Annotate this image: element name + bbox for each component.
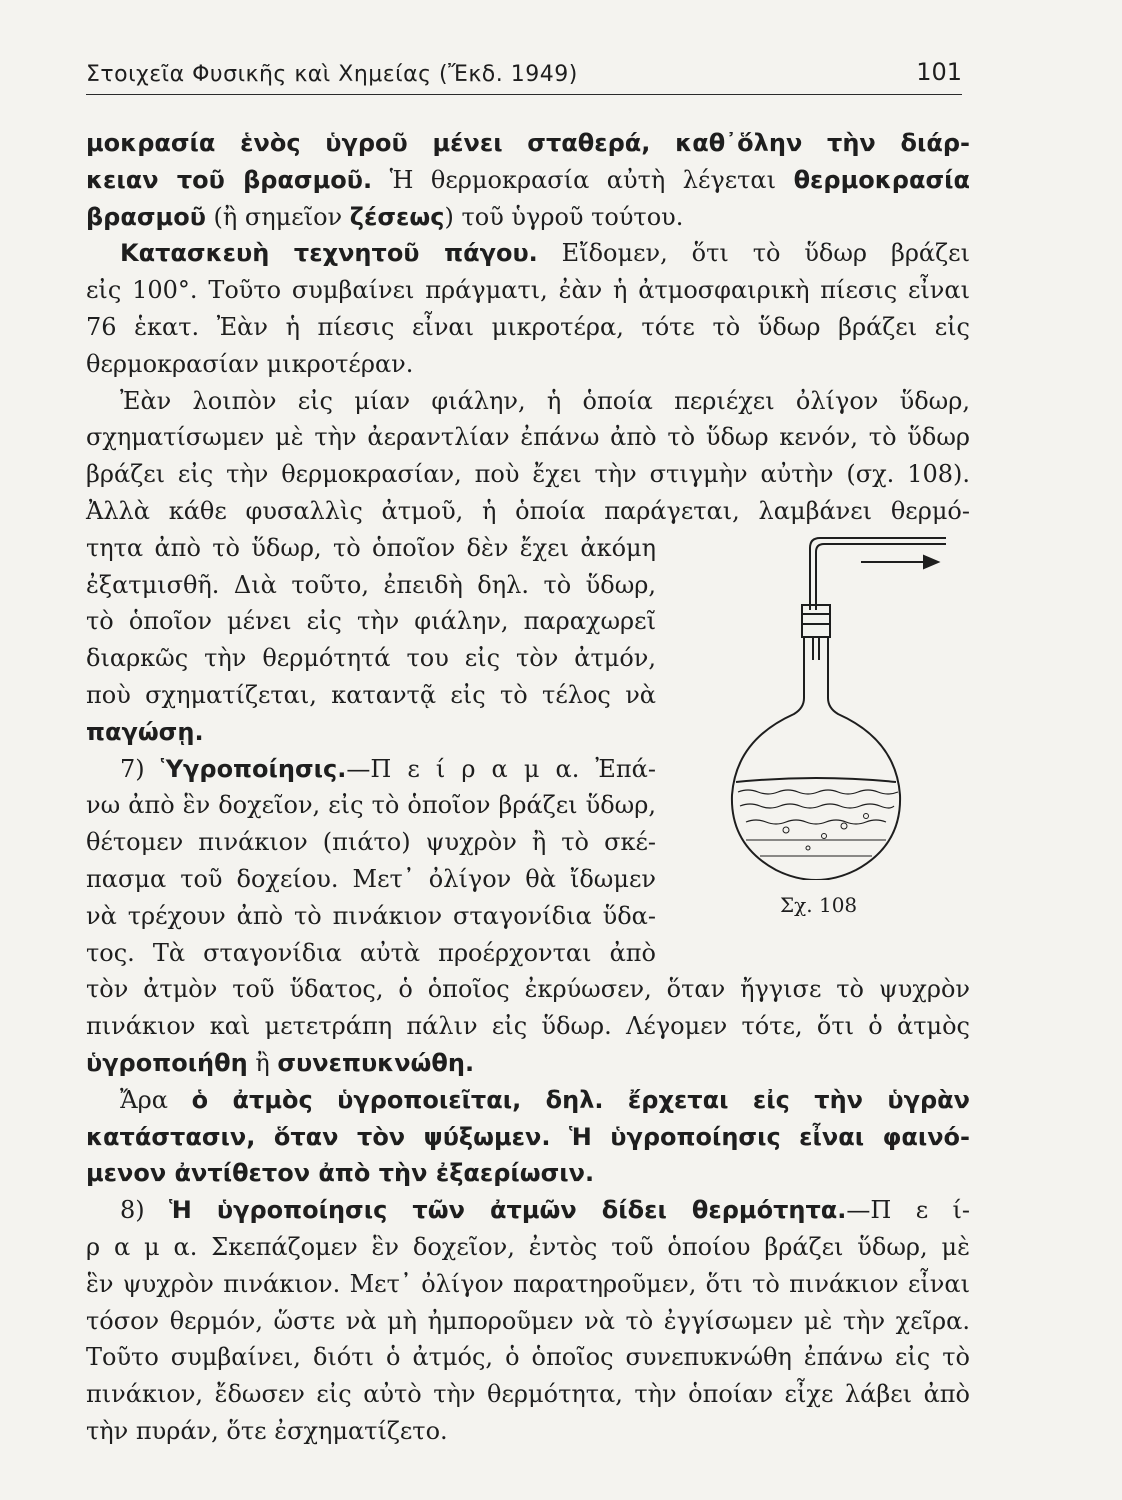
bold-text-segment: παγώσῃ.	[86, 717, 204, 746]
text-line	[86, 1011, 970, 1041]
text-segment: θέτομεν πινάκιον (πιάτο) ψυχρὸν ἢ τὸ σκέ-	[86, 828, 656, 857]
bubble	[841, 823, 847, 829]
text-line	[86, 1306, 970, 1336]
flask-figure	[716, 530, 956, 880]
text-segment: 7)	[120, 754, 161, 783]
text-segment: βράζει εἰς τὴν θερμοκρασίαν, ποὺ ἔχει τὴν στιγμὴν αὐτὴν (σχ. 108).	[86, 460, 970, 489]
text-line	[86, 717, 656, 747]
text-segment: (ἢ σημεῖον	[205, 202, 350, 231]
text-line	[86, 386, 970, 416]
text-segment: διαρκῶς τὴν θερμότητά του εἰς τὸν ἀτμόν,	[86, 644, 656, 673]
bubble	[864, 814, 869, 819]
bold-text-segment: ὑγροποιήθη	[86, 1049, 248, 1077]
text-line	[86, 643, 656, 673]
text-segment: ) τοῦ ὑγροῦ τούτου.	[444, 202, 684, 231]
text-segment: τος. Τὰ σταγονίδια αὐτὰ προέρχονται ἀπὸ	[86, 938, 656, 967]
text-line	[86, 238, 970, 268]
text-segment: θερμοκρασίαν μικροτέραν.	[86, 349, 414, 378]
text-line	[86, 496, 970, 526]
text-line	[86, 1195, 970, 1225]
text-segment: Ἄρα	[120, 1085, 192, 1114]
text-segment: Τοῦτο συμβαίνει, διότι ὁ ἀτμός, ὁ ὁποῖος συνεπυκνώθη ἐπάνω εἰς τὸ	[86, 1343, 970, 1372]
bold-text-segment: μενον ἀντίθετον ἀπὸ τὴν ἐξαερίωσιν.	[86, 1159, 595, 1188]
water-surface	[736, 778, 896, 782]
text-line	[86, 901, 656, 931]
text-segment: ἢ	[247, 1049, 278, 1077]
bold-text-segment: συνεπυκνώθη.	[277, 1049, 475, 1077]
text-segment: τητα ἀπὸ τὸ ὕδωρ, τὸ ὁποῖον δὲν ἔχει ἀκόμη	[86, 533, 656, 562]
bubble	[806, 846, 810, 850]
text-line	[86, 1416, 970, 1446]
text-line	[86, 533, 656, 563]
running-header	[86, 58, 962, 95]
text-segment: —Π ε ί ρ α μ α. Ἐπά-	[346, 754, 656, 783]
text-line	[86, 1158, 970, 1188]
text-line	[86, 790, 656, 820]
figure-caption: Σχ. 108	[780, 893, 858, 917]
outlet-tube-inner	[816, 544, 946, 610]
text-segment: νὰ τρέχουν ἀπὸ τὸ πινάκιον σταγονίδια ὕδα-	[86, 901, 656, 930]
text-line	[86, 202, 970, 232]
text-line	[86, 570, 656, 600]
text-segment: ἐξατμισθῆ. Διὰ τοῦτο, ἐπειδὴ δηλ. τὸ ὕδωρ,	[86, 570, 656, 599]
text-segment: τὴν πυράν, ὅτε ἐσχηματίζετο.	[86, 1417, 448, 1445]
text-line	[86, 165, 970, 195]
bold-text-segment: θερμοκρασία	[793, 165, 970, 194]
text-segment: τὸ ὁποῖον μένει εἰς τὴν φιάλην, παραχωρεῖ	[86, 607, 656, 636]
text-line	[86, 128, 970, 158]
text-segment: πασμα τοῦ δοχείου. Μετ᾽ ὀλίγον θὰ ἴδωμεν	[86, 865, 656, 893]
text-line	[86, 1048, 970, 1078]
text-line	[86, 312, 970, 342]
text-segment: τὸν ἀτμὸν τοῦ ὕδατος, ὁ ὁποῖος ἐκρύωσεν, ὅταν ἤγγισε τὸ ψυχρὸν	[86, 975, 970, 1004]
text-line	[86, 459, 970, 489]
text-segment: πινάκιον, ἔδωσεν εἰς αὐτὸ τὴν θερμότητα, τὴν ὁποίαν εἶχε λάβει ἀπὸ	[86, 1380, 970, 1409]
text-segment: Εἴδομεν, ὅτι τὸ ὕδωρ βράζει	[537, 239, 970, 268]
page-number: 101	[916, 58, 962, 86]
bold-text-segment: βρασμοῦ	[86, 202, 206, 231]
text-line	[86, 1342, 970, 1372]
text-line	[86, 1122, 970, 1152]
bold-text-segment: ζέσεως	[349, 202, 445, 231]
text-line	[86, 1085, 970, 1115]
text-line	[86, 606, 656, 636]
text-segment: ρ α μ α. Σκεπάζομεν ἓν δοχεῖον, ἐντὸς τοῦ ὁποίου βράζει ὕδωρ, μὲ	[86, 1233, 970, 1261]
text-segment: σχηματίσωμεν μὲ τὴν ἀεραντλίαν ἐπάνω ἀπὸ τὸ ὕδωρ κενόν, τὸ ὕδωρ	[86, 423, 970, 452]
text-line	[86, 1232, 970, 1262]
text-line	[86, 864, 656, 894]
text-segment: ἓν ψυχρὸν πινάκιον. Μετ᾽ ὀλίγον παρατηροῦμεν, ὅτι τὸ πινάκιον εἶναι	[86, 1269, 970, 1298]
bold-text-segment: Ὑγροποίησις.	[160, 754, 347, 783]
text-line	[86, 974, 970, 1004]
bold-text-segment: Κατασκευὴ τεχνητοῦ πάγου.	[120, 239, 538, 268]
text-segment: τόσον θερμόν, ὥστε νὰ μὴ ἠμποροῦμεν νὰ τὸ ἐγγίσωμεν μὲ τὴν χεῖρα.	[86, 1306, 970, 1335]
text-line	[86, 1379, 970, 1409]
bold-text-segment: κειαν τοῦ βρασμοῦ.	[86, 165, 373, 194]
bold-text-segment: μοκρασία ἑνὸς ὑγροῦ μένει σταθερά, καθ᾽ὅλην τὴν διάρ-	[86, 129, 970, 157]
bold-text-segment: ὁ ἀτμὸς ὑγροποιεῖται, δηλ. ἔρχεται εἰς τὴν ὑγρὰν	[191, 1085, 971, 1114]
text-line	[86, 938, 656, 968]
bold-text-segment: κατάστασιν, ὅταν τὸν ψύξωμεν. Ἡ ὑγροποίησις εἶναι φαινό-	[86, 1122, 970, 1151]
text-segment: 76 ἑκατ. Ἐὰν ἡ πίεσις εἶναι μικροτέρα, τότε τὸ ὕδωρ βράζει εἰς	[86, 313, 970, 341]
text-segment: Ἡ θερμοκρασία αὐτὴ λέγεται	[372, 165, 794, 194]
text-line	[86, 827, 656, 857]
text-segment: νω ἀπὸ ἓν δοχεῖον, εἰς τὸ ὁποῖον βράζει ὕδωρ,	[86, 791, 656, 820]
running-header-title: Στοιχεῖα Φυσικῆς καὶ Χημείας (Ἔκδ. 1949)	[86, 62, 578, 87]
text-segment: 8)	[120, 1196, 169, 1225]
text-line	[86, 680, 656, 710]
text-line	[86, 1269, 970, 1299]
text-line	[86, 422, 970, 452]
outlet-tube	[810, 538, 946, 610]
text-segment: ποὺ σχηματίζεται, καταντᾷ εἰς τὸ τέλος νὰ	[86, 681, 656, 709]
text-segment: πινάκιον καὶ μετετράπη πάλιν εἰς ὕδωρ. Λέγομεν τότε, ὅτι ὁ ἀτμὸς	[86, 1012, 970, 1041]
text-line	[86, 754, 656, 784]
text-segment: —Π ε ί-	[846, 1196, 971, 1225]
flask-body	[732, 637, 900, 880]
text-segment: εἰς 100°. Τοῦτο συμβαίνει πράγματι, ἐὰν ἡ ἀτμοσφαιρικὴ πίεσις εἶναι	[86, 276, 970, 305]
bubble	[822, 834, 827, 839]
text-line	[86, 275, 970, 305]
bubble	[783, 827, 789, 833]
text-line	[86, 349, 970, 379]
bold-text-segment: Ἡ ὑγροποίησις τῶν ἀτμῶν δίδει θερμότητα.	[169, 1196, 847, 1225]
text-segment: Ἀλλὰ κάθε φυσαλλὶς ἀτμοῦ, ἡ ὁποία παράγεται, λαμβάνει θερμό-	[86, 497, 970, 525]
arrow-head-icon	[924, 556, 938, 568]
text-segment: Ἐὰν λοιπὸν εἰς μίαν φιάλην, ἡ ὁποία περιέχει ὀλίγον ὕδωρ,	[120, 386, 970, 415]
